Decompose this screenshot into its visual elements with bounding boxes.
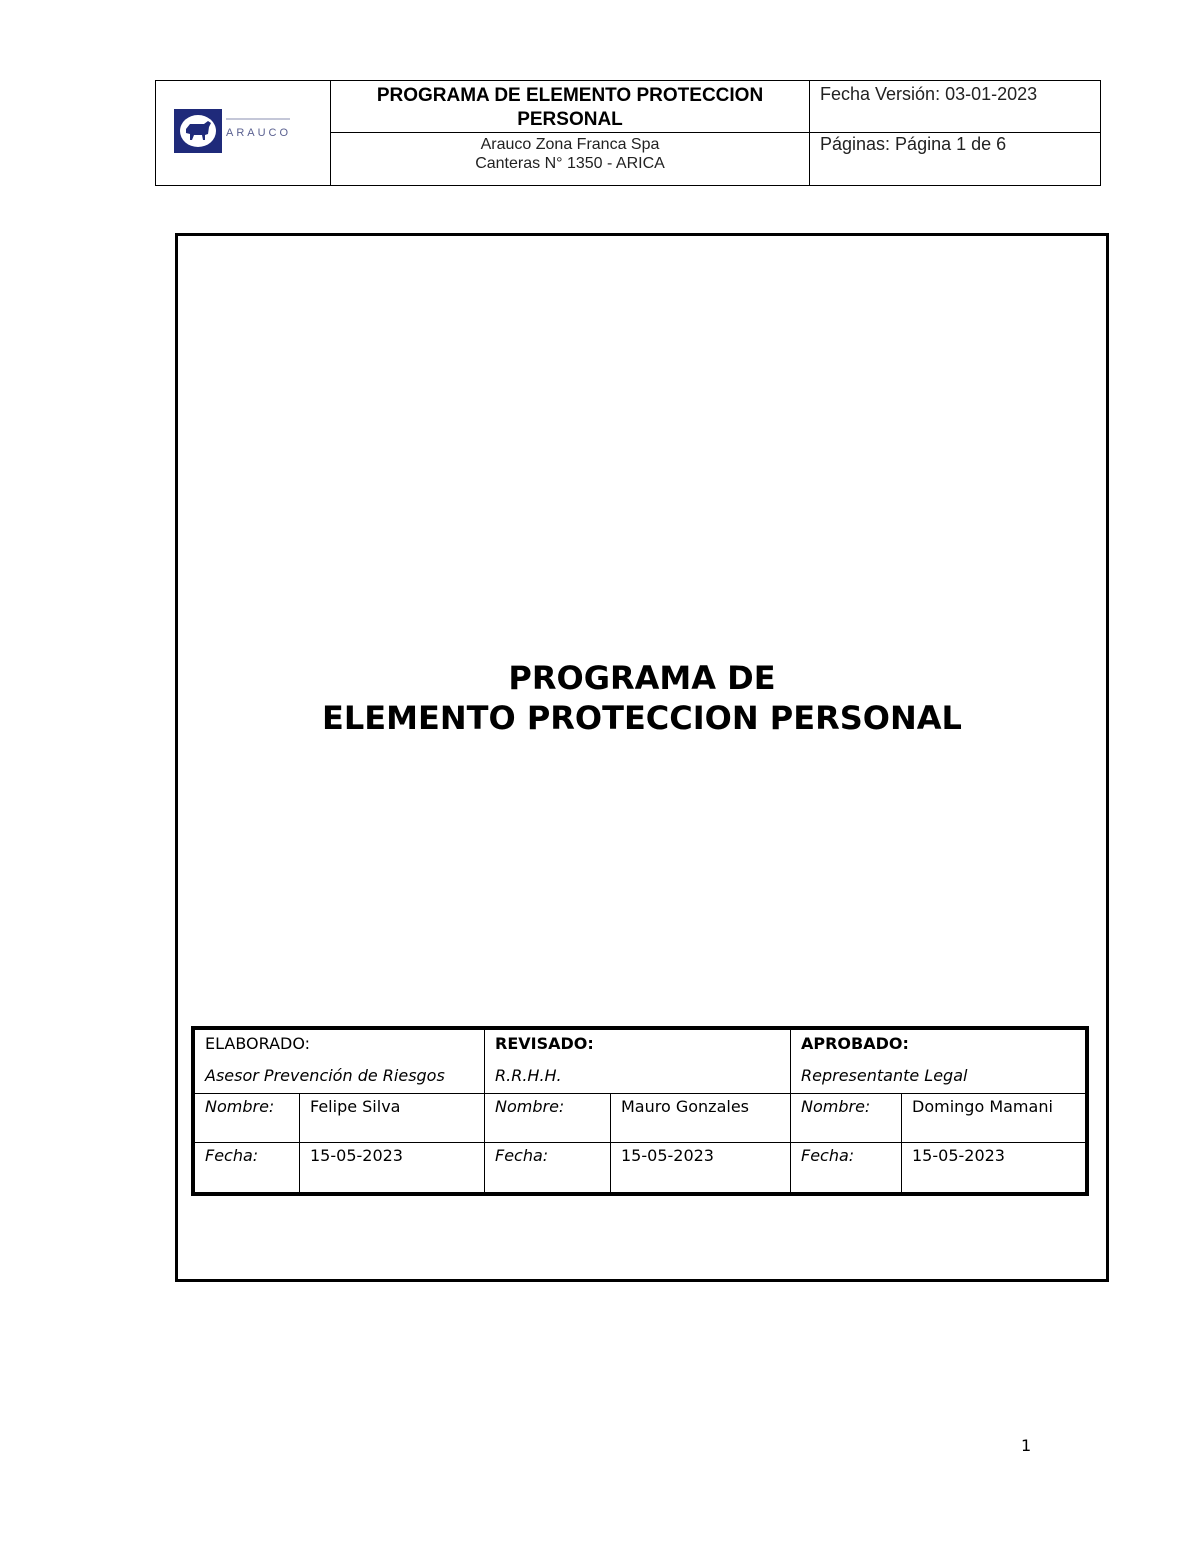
logo-cell bbox=[156, 81, 331, 185]
row-divider bbox=[195, 1142, 1085, 1143]
elaborado-date-label: Fecha: bbox=[205, 1146, 259, 1165]
header-title-line2: PERSONAL bbox=[517, 109, 623, 130]
cover-title-line2: ELEMENTO PROTECCION PERSONAL bbox=[322, 699, 962, 737]
elaborado-role: Asesor Prevención de Riesgos bbox=[205, 1066, 445, 1085]
company-name: Arauco Zona Franca Spa bbox=[480, 136, 660, 153]
aprobado-name-label: Nombre: bbox=[801, 1097, 871, 1116]
aprobado-name: Domingo Mamani bbox=[912, 1097, 1053, 1116]
row-divider bbox=[195, 1093, 1085, 1094]
svg-text:ARAUCO: ARAUCO bbox=[226, 127, 292, 139]
cover-frame bbox=[175, 233, 1109, 1282]
elaborado-name: Felipe Silva bbox=[310, 1097, 401, 1116]
revisado-date-label: Fecha: bbox=[495, 1146, 549, 1165]
elaborado-heading: ELABORADO: bbox=[205, 1034, 311, 1053]
aprobado-date-label: Fecha: bbox=[801, 1146, 855, 1165]
col-divider bbox=[484, 1030, 485, 1192]
col-divider bbox=[790, 1030, 791, 1192]
aprobado-role: Representante Legal bbox=[801, 1066, 968, 1085]
revisado-name-label: Nombre: bbox=[495, 1097, 565, 1116]
document-header bbox=[155, 80, 1101, 186]
version-date: Fecha Versión: 03-01-2023 bbox=[810, 81, 1100, 133]
elaborado-date: 15-05-2023 bbox=[310, 1146, 403, 1165]
revisado-date: 15-05-2023 bbox=[621, 1146, 714, 1165]
header-title bbox=[331, 81, 810, 133]
header-company-address bbox=[331, 133, 810, 185]
approvals-table bbox=[191, 1026, 1089, 1196]
company-address: Canteras N° 1350 - ARICA bbox=[475, 155, 665, 172]
aprobado-heading: APROBADO: bbox=[801, 1034, 909, 1053]
company-logo bbox=[174, 109, 294, 155]
elaborado-name-label: Nombre: bbox=[205, 1097, 275, 1116]
aprobado-date: 15-05-2023 bbox=[912, 1146, 1005, 1165]
revisado-role: R.R.H.H. bbox=[495, 1066, 562, 1085]
header-title-line1: PROGRAMA DE ELEMENTO PROTECCION bbox=[376, 85, 764, 106]
revisado-name: Mauro Gonzales bbox=[621, 1097, 750, 1116]
revisado-heading: REVISADO: bbox=[495, 1034, 594, 1053]
page-count: Páginas: Página 1 de 6 bbox=[820, 134, 1007, 154]
page-number: 1 bbox=[1021, 1436, 1032, 1455]
cover-title-line1: PROGRAMA DE bbox=[508, 659, 776, 697]
